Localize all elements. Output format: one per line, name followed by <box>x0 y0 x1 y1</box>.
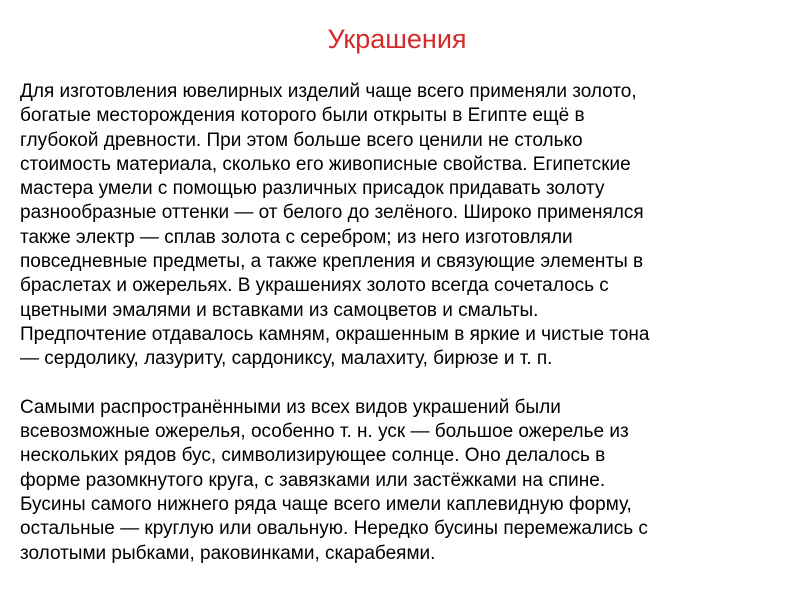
paragraph-2: Самыми распространёнными из всех видов украшений были всевозможные ожерелья, особенно т. н. уск — большое ожерелье из нескольких рядов бус, символизирующее солнце. Оно делалось в форме разомкнутого круга, с завязками или застёжками на спине. Бусины самого нижнего ряда чаще всего имели каплевидную форму, остальные — круглую или овальную. Нередко бусины перемежались с золотыми рыбками, раковинками, скарабеями. <box>20 396 648 564</box>
slide-body <box>20 80 760 566</box>
slide-title: Украшения <box>327 24 467 54</box>
paragraph-1: Для изготовления ювелирных изделий чаще всего применяли золото, богатые месторождения которого были открыты в Египте ещё в глубокой древности. При этом больше всего ценили не столько стоимость материала, сколько его живописные свойства. Египетские мастера умели с помощью различных присадок придавать золоту разнообразные оттенки — от белого до зелёного. Широко применялся также электр — сплав золота с серебром; из него изготовляли повседневные предметы, а также крепления и связующие элементы в браслетах и ожерельях. В украшениях золото всегда сочеталось с цветными эмалями и вставками из самоцветов и смальты. Предпочтение отдавалось камням, окрашенным в яркие и чистые тона — сердолику, лазуриту, сардониксу, малахиту, бирюзе и т. п. <box>20 81 650 370</box>
